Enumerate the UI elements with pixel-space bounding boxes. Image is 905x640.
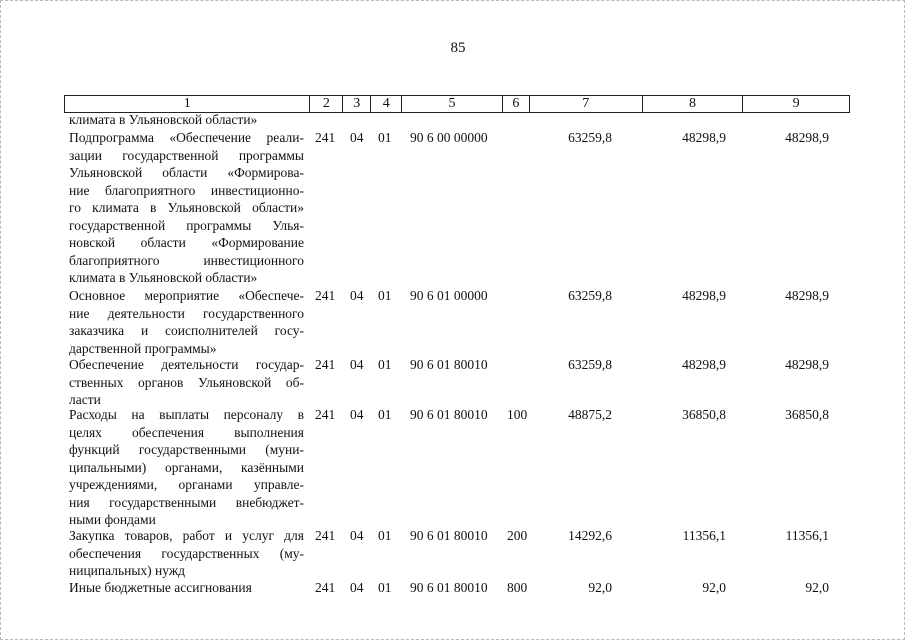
- cell-col-9: 92,0: [805, 580, 829, 595]
- cell-col-5: 90 6 01 80010: [410, 357, 488, 372]
- cell-col-2: 241: [315, 580, 336, 595]
- header-col-8: 8: [643, 96, 744, 112]
- cell-col-9: 36850,8: [785, 407, 829, 422]
- row-description: [69, 287, 304, 357]
- cell-col-8: 11356,1: [682, 528, 726, 543]
- cell-col-7: 63259,8: [568, 288, 612, 303]
- cell-col-7: 14292,6: [568, 528, 612, 543]
- cell-col-7: 92,0: [588, 580, 612, 595]
- row-description: [69, 527, 304, 580]
- cell-col-9: 48298,9: [785, 288, 829, 303]
- header-col-1: 1: [65, 96, 310, 112]
- cell-col-2: 241: [315, 130, 336, 145]
- cell-col-5: 90 6 00 00000: [410, 130, 488, 145]
- description-line: новской области «Формирование: [69, 235, 304, 250]
- cell-col-2: 241: [315, 528, 336, 543]
- description-line: ственных органов Ульяновской об-: [69, 374, 304, 390]
- cell-col-3: 04: [350, 357, 364, 372]
- cell-col-6: 800: [507, 580, 528, 595]
- description-line: заказчика и соисполнителей госу-: [69, 323, 304, 338]
- cell-col-4: 01: [378, 357, 392, 372]
- description-line: го климата в Ульяновской области»: [69, 200, 304, 215]
- header-col-5: 5: [402, 96, 503, 112]
- description-line: Иные бюджетные ассигнования: [69, 580, 252, 595]
- cell-col-4: 01: [378, 528, 392, 543]
- row-description: [69, 579, 304, 597]
- cell-col-9: 11356,1: [785, 528, 829, 543]
- header-col-3: 3: [343, 96, 371, 112]
- description-line: Основное мероприятие «Обеспече-: [69, 288, 304, 303]
- description-line: ния государственными внебюджет-: [69, 494, 304, 510]
- description-line: ными фондами: [69, 512, 156, 527]
- page-number: 85: [450, 40, 466, 56]
- cell-col-8: 48298,9: [682, 288, 726, 303]
- cell-col-5: 90 6 01 80010: [410, 407, 488, 422]
- description-line: учреждениями, органами управле-: [69, 477, 304, 492]
- cell-col-8: 48298,9: [682, 130, 726, 145]
- cell-col-3: 04: [350, 130, 364, 145]
- description-line: Расходы на выплаты персоналу в: [69, 407, 304, 422]
- cell-col-3: 04: [350, 528, 364, 543]
- description-line: целях обеспечения выполнения: [69, 424, 304, 440]
- header-col-6: 6: [503, 96, 530, 112]
- cell-col-4: 01: [378, 288, 392, 303]
- description-line: обеспечения государственных (му-: [69, 545, 304, 561]
- description-line: Закупка товаров, работ и услуг для: [69, 528, 304, 543]
- cell-col-3: 04: [350, 580, 364, 595]
- row-description: [69, 111, 304, 129]
- cell-col-7: 63259,8: [568, 357, 612, 372]
- cell-col-3: 04: [350, 288, 364, 303]
- cell-col-7: 63259,8: [568, 130, 612, 145]
- cell-col-3: 04: [350, 407, 364, 422]
- cell-col-2: 241: [315, 407, 336, 422]
- cell-col-5: 90 6 01 80010: [410, 528, 488, 543]
- cell-col-7: 48875,2: [568, 407, 612, 422]
- cell-col-8: 48298,9: [682, 357, 726, 372]
- description-line: климата в Ульяновской области»: [69, 112, 258, 127]
- description-line: благоприятного инвестиционного: [69, 252, 304, 268]
- cell-col-8: 92,0: [702, 580, 726, 595]
- cell-col-4: 01: [378, 580, 392, 595]
- row-description: [69, 356, 304, 409]
- cell-col-8: 36850,8: [682, 407, 726, 422]
- header-col-2: 2: [310, 96, 343, 112]
- header-col-9: 9: [792, 96, 800, 111]
- cell-col-4: 01: [378, 407, 392, 422]
- description-line: Обеспечение деятельности государ-: [69, 357, 304, 372]
- row-description: [69, 406, 304, 529]
- cell-col-9: 48298,9: [785, 130, 829, 145]
- description-line: функций государственными (муни-: [69, 442, 304, 457]
- cell-col-6: 200: [507, 528, 528, 543]
- description-line: государственной программы Улья-: [69, 217, 304, 233]
- description-line: ние деятельности государственного: [69, 305, 304, 321]
- description-line: зации государственной программы: [69, 147, 304, 163]
- description-line: ние благоприятного инвестиционно-: [69, 182, 304, 198]
- cell-col-5: 90 6 01 80010: [410, 580, 488, 595]
- description-line: ласти: [69, 392, 101, 407]
- description-line: Подпрограмма «Обеспечение реали-: [69, 130, 304, 145]
- row-description: [69, 129, 304, 287]
- header-col-7: 7: [530, 96, 643, 112]
- cell-col-5: 90 6 01 00000: [410, 288, 488, 303]
- description-line: дарственной программы»: [69, 340, 217, 356]
- cell-col-6: 100: [507, 407, 528, 422]
- cell-col-4: 01: [378, 130, 392, 145]
- cell-col-9: 48298,9: [785, 357, 829, 372]
- cell-col-2: 241: [315, 357, 336, 372]
- cell-col-2: 241: [315, 288, 336, 303]
- description-line: климата в Ульяновской области»: [69, 270, 258, 285]
- description-line: ниципальных) нужд: [69, 563, 186, 578]
- description-line: ципальными) органами, казёнными: [69, 459, 304, 475]
- header-col-4: 4: [371, 96, 402, 112]
- description-line: Ульяновской области «Формирова-: [69, 165, 304, 180]
